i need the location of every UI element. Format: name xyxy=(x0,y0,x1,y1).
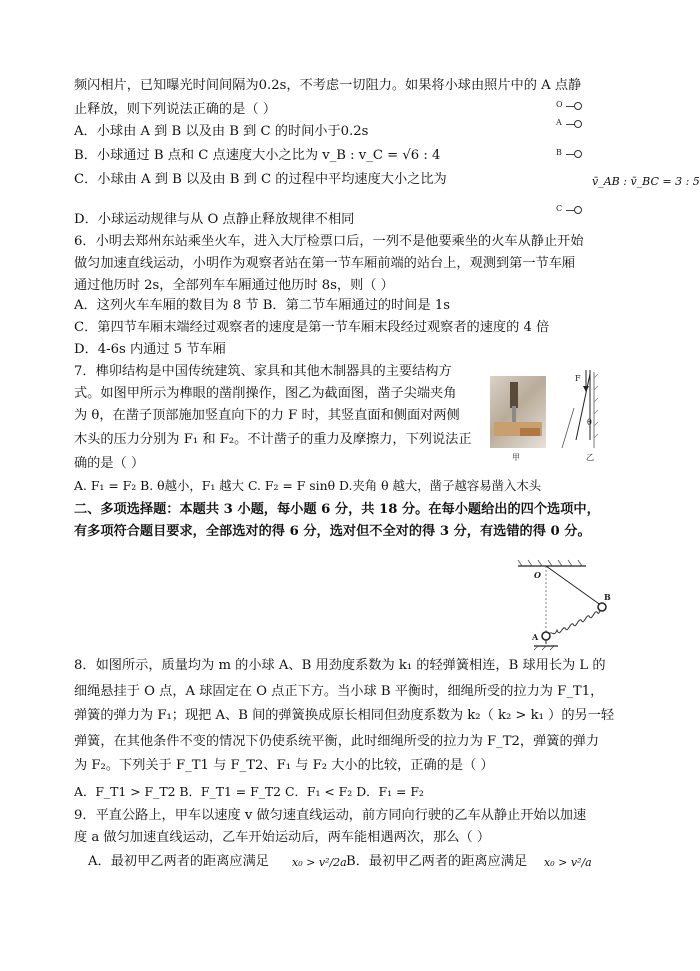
q5-option-b: B．小球通过 B 点和 C 点速度大小之比为 v_B : v_C = √6 : 4 xyxy=(74,148,441,163)
text-line: 弹簧，在其他条件不变的情况下仍使系统平衡，此时细绳所受的拉力为 F_T2，弹簧的弹力 xyxy=(74,734,600,749)
ball-b xyxy=(574,150,582,158)
label-jia: 甲 xyxy=(512,453,520,462)
text-line: 细绳悬挂于 O 点，A 球固定在 O 点正下方。当小球 B 平衡时，细绳所受的拉力为 F_T1， xyxy=(74,684,604,699)
text-line: 为 θ，在凿子顶部施加竖直向下的力 F 时，其竖直面和侧面对两侧 xyxy=(74,408,460,423)
label-ball-b: B xyxy=(604,592,611,602)
text-line: 止释放，则下列说法正确的是（ ） xyxy=(74,102,277,117)
section-heading: 二、多项选择题：本题共 3 小题，每小题 6 分，共 18 分。在每小题给出的四个选项中， xyxy=(74,502,600,517)
q9-option-a: A．最初甲乙两者的距离应满足 xyxy=(88,854,269,869)
text-line: 弹簧的弹力为 F₁；现把 A、B 间的弹簧换成原长相同但劲度系数为 k₂（ k₂ > k₁ ）的另一轻 xyxy=(74,708,615,723)
q9-option-b: B．最初甲乙两者的距离应满足 xyxy=(346,854,528,869)
chisel-cross-section xyxy=(560,368,608,454)
q6-option-c: C．第四节车厢末端经过观察者的速度是第一节车厢末段经过观察者的速度的 4 倍 xyxy=(74,320,550,335)
spring-pendulum-figure xyxy=(508,558,618,650)
text-line: 通过他历时 2s，全部列车车厢通过他历时 8s，则（ ） xyxy=(74,278,394,293)
label-a: A xyxy=(556,118,562,127)
q6-options-ab: A．这列火车车厢的数目为 8 节 B．第二节车厢通过的时间是 1s xyxy=(74,298,451,313)
strobe-ball-figure xyxy=(548,98,588,218)
section-heading-cont: 有多项符合题目要求，全部选对的得 6 分，选对但不全对的得 3 分，有选错的得 0 分。 xyxy=(74,524,591,539)
label-o-point: O xyxy=(534,570,541,580)
q5-option-a: A．小球由 A 到 B 以及由 B 到 C 的时间小于0.2s xyxy=(74,124,369,139)
ball-c xyxy=(574,206,582,214)
q6-stem: 6．小明去郑州东站乘坐火车，进入大厅检票口后，一列不是他要乘坐的火车从静止开始 xyxy=(74,234,584,249)
label-theta: θ xyxy=(587,418,592,427)
text-line: 木头的压力分别为 F₁ 和 F₂。不计凿子的重力及摩擦力，下列说法正 xyxy=(74,432,472,447)
q9-formula-b: x₀ > v²/a xyxy=(544,856,592,869)
label-b: B xyxy=(556,148,562,157)
q8-stem: 8．如图所示，质量均为 m 的小球 A、B 用劲度系数为 k₁ 的轻弹簧相连，B 球用长为 L 的 xyxy=(74,658,606,673)
chisel-photo xyxy=(490,376,546,448)
label-c: C xyxy=(556,204,563,213)
label-ball-a: A xyxy=(532,632,539,642)
q8-options: A．F_T1 > F_T2 B．F_T1 = F_T2 C．F₁ < F₂ D．F₁ = F₂ xyxy=(74,784,424,799)
q6-option-d: D．4-6s 内通过 5 节车厢 xyxy=(74,342,226,357)
chisel-photo-drawing xyxy=(490,376,546,448)
q7-options: A. F₁ = F₂ B. θ越小，F₁ 越大 C. F₂ = F sinθ D.夹角 θ 越大，凿子越容易凿入木头 xyxy=(74,478,542,493)
label-o: O xyxy=(556,100,563,109)
avg-velocity-ratio: v̄_AB : v̄_BC = 3 : 5 xyxy=(592,175,700,188)
q9-formula-a: x₀ > v²/2a xyxy=(292,856,347,869)
q5-option-d: D．小球运动规律与从 O 点静止释放规律不相同 xyxy=(74,212,355,227)
text-line: 频闪相片，已知曝光时间间隔为0.2s，不考虑一切阻力。如果将小球由照片中的 A 点静 xyxy=(74,78,582,93)
text-line: 度 a 做匀加速直线运动，乙车开始运动后，两车能相遇两次，那么（ ） xyxy=(74,830,491,845)
q7-stem: 7．榫卯结构是中国传统建筑、家具和其他木制器具的主要结构方 xyxy=(74,364,452,379)
q9-stem: 9．平直公路上，甲车以速度 v 做匀速直线运动，前方同向行驶的乙车从静止开始以加速 xyxy=(74,808,587,823)
label-yi: 乙 xyxy=(586,453,594,462)
text-line: 确的是（ ） xyxy=(74,456,145,471)
ball-o xyxy=(574,102,582,110)
q5-option-c: C．小球由 A 到 B 以及由 B 到 C 的过程中平均速度大小之比为 xyxy=(74,172,447,187)
label-force: F xyxy=(575,374,581,383)
ball-a xyxy=(574,120,582,128)
text-line: 式。如图甲所示为榫眼的凿削操作，图乙为截面图，凿子尖端夹角 xyxy=(74,386,457,401)
text-line: 做匀加速直线运动，小明作为观察者站在第一节车厢前端的站台上，观测到第一节车厢 xyxy=(74,256,576,271)
text-line: 为 F₂。下列关于 F_T1 与 F_T2、F₁ 与 F₂ 大小的比较，正确的是（ ） xyxy=(74,758,494,773)
